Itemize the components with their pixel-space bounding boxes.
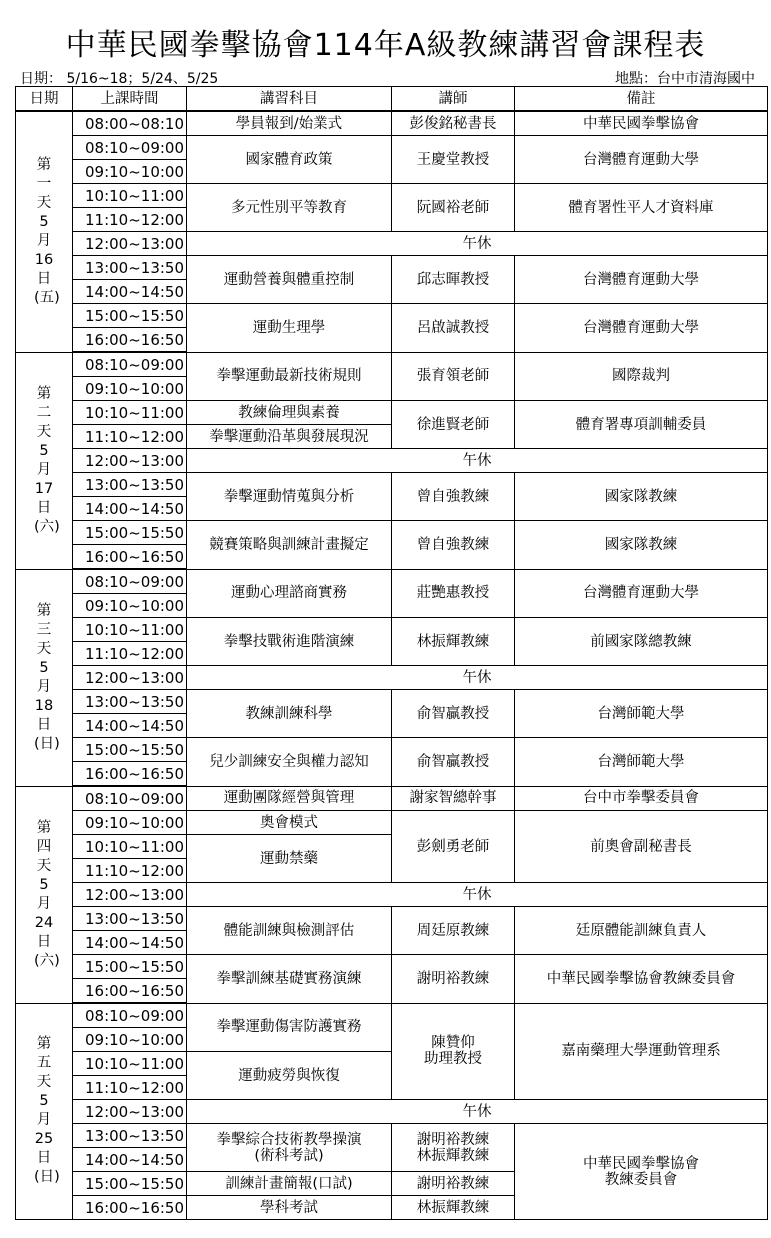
note: 前奧會副秘書長 bbox=[515, 811, 768, 883]
subject: 學員報到/始業式 bbox=[187, 111, 392, 136]
table-row bbox=[16, 111, 768, 136]
time-slot: 14:00~14:50 bbox=[73, 714, 187, 738]
subject: 學科考試 bbox=[187, 1196, 392, 1220]
note: 台灣體育運動大學 bbox=[515, 569, 768, 618]
time-slot: 15:00~15:50 bbox=[73, 521, 187, 545]
subject: 兒少訓練安全與權力認知 bbox=[187, 738, 392, 787]
time-slot: 08:10~09:00 bbox=[73, 352, 187, 377]
time-slot: 15:00~15:50 bbox=[73, 1172, 187, 1196]
subject: 拳擊運動沿革與發展現況 bbox=[187, 425, 392, 449]
note: 體育署性平人才資料庫 bbox=[515, 184, 768, 232]
lecturer: 邱志暉教授 bbox=[392, 256, 515, 304]
header-lecturer: 講師 bbox=[392, 87, 515, 112]
subject: 競賽策略與訓練計畫擬定 bbox=[187, 521, 392, 570]
subject: 運動禁藥 bbox=[187, 835, 392, 883]
lunch-break: 午休 bbox=[187, 883, 768, 907]
table-row bbox=[16, 569, 768, 594]
time-slot: 09:10~10:00 bbox=[73, 377, 187, 401]
time-slot: 15:00~15:50 bbox=[73, 955, 187, 979]
lecturer: 俞智贏教授 bbox=[392, 738, 515, 787]
date-range: 日期： 5/16~18；5/24、5/25 bbox=[20, 71, 219, 87]
note: 國際裁判 bbox=[515, 352, 768, 401]
lecturer: 彭俊銘秘書長 bbox=[392, 111, 515, 136]
note: 台灣體育運動大學 bbox=[515, 256, 768, 304]
time-slot: 10:10~11:00 bbox=[73, 1052, 187, 1076]
lecturer: 林振輝教練 bbox=[392, 618, 515, 666]
lecturer: 俞智贏教授 bbox=[392, 690, 515, 738]
table-row bbox=[16, 738, 768, 762]
subject: 教練倫理與素養 bbox=[187, 401, 392, 425]
note: 台灣體育運動大學 bbox=[515, 136, 768, 184]
time-slot: 10:10~11:00 bbox=[73, 401, 187, 425]
subject: 體能訓練與檢測評估 bbox=[187, 907, 392, 955]
time-slot: 12:00~13:00 bbox=[73, 666, 187, 690]
lecturer: 周廷原教練 bbox=[392, 907, 515, 955]
time-slot: 16:00~16:50 bbox=[73, 328, 187, 353]
page-title: 中華民國拳擊協會114年A級教練講習會課程表 bbox=[65, 28, 706, 63]
table-row bbox=[16, 352, 768, 377]
lecturer bbox=[392, 1124, 515, 1172]
lunch-break: 午休 bbox=[187, 666, 768, 690]
subject: 教練訓練科學 bbox=[187, 690, 392, 738]
time-slot: 09:10~10:00 bbox=[73, 811, 187, 835]
header-subject: 講習科目 bbox=[187, 87, 392, 112]
table-row bbox=[16, 1100, 768, 1124]
time-slot: 11:10~12:00 bbox=[73, 1076, 187, 1100]
lecturer-name: 林振輝教練 bbox=[416, 1147, 490, 1164]
lunch-break: 午休 bbox=[187, 1100, 768, 1124]
time-slot: 14:00~14:50 bbox=[73, 280, 187, 304]
subject: 奧會模式 bbox=[187, 811, 392, 835]
time-slot: 11:10~12:00 bbox=[73, 208, 187, 232]
table-row bbox=[16, 666, 768, 690]
course-schedule-table bbox=[15, 86, 768, 1220]
lecturer: 彭劍勇老師 bbox=[392, 811, 515, 883]
time-slot: 14:00~14:50 bbox=[73, 931, 187, 955]
time-slot: 11:10~12:00 bbox=[73, 425, 187, 449]
lecturer-name: 謝明裕教練 bbox=[416, 1131, 490, 1148]
lecturer: 謝明裕教練 bbox=[392, 1172, 515, 1196]
lunch-break: 午休 bbox=[187, 449, 768, 473]
time-slot: 11:10~12:00 bbox=[73, 642, 187, 666]
header-time: 上課時間 bbox=[73, 87, 187, 112]
time-slot: 12:00~13:00 bbox=[73, 883, 187, 907]
time-slot: 16:00~16:50 bbox=[73, 545, 187, 570]
lecturer bbox=[392, 1003, 515, 1100]
lecturer: 張育領老師 bbox=[392, 352, 515, 401]
time-slot: 14:00~14:50 bbox=[73, 497, 187, 521]
table-row bbox=[16, 1124, 768, 1148]
time-slot: 10:10~11:00 bbox=[73, 835, 187, 859]
subject: 多元性別平等教育 bbox=[187, 184, 392, 232]
time-slot: 16:00~16:50 bbox=[73, 979, 187, 1004]
time-slot: 14:00~14:50 bbox=[73, 1148, 187, 1172]
table-row bbox=[16, 883, 768, 907]
note: 台灣師範大學 bbox=[515, 690, 768, 738]
note: 台中市拳擊委員會 bbox=[515, 786, 768, 811]
note: 前國家隊總教練 bbox=[515, 618, 768, 666]
subject: 訓練計畫簡報(口試) bbox=[187, 1172, 392, 1196]
table-row bbox=[16, 473, 768, 497]
lecturer: 徐進賢老師 bbox=[392, 401, 515, 449]
time-slot: 08:10~09:00 bbox=[73, 569, 187, 594]
time-slot: 11:10~12:00 bbox=[73, 859, 187, 883]
time-slot: 16:00~16:50 bbox=[73, 1196, 187, 1220]
note: 中華民國拳擊協會教練委員會 bbox=[515, 955, 768, 1004]
table-row bbox=[16, 401, 768, 425]
note-line: 中華民國拳擊協會 bbox=[583, 1155, 699, 1172]
location: 地點：台中市清海國中 bbox=[615, 71, 755, 87]
time-slot: 13:00~13:50 bbox=[73, 690, 187, 714]
time-slot: 08:10~09:00 bbox=[73, 1003, 187, 1028]
subject: 運動疲勞與恢復 bbox=[187, 1052, 392, 1100]
subject bbox=[187, 1124, 392, 1172]
table-row bbox=[16, 256, 768, 280]
time-slot: 13:00~13:50 bbox=[73, 907, 187, 931]
table-row bbox=[16, 1003, 768, 1028]
time-slot: 12:00~13:00 bbox=[73, 232, 187, 256]
note: 台灣體育運動大學 bbox=[515, 304, 768, 353]
time-slot: 15:00~15:50 bbox=[73, 738, 187, 762]
time-slot: 12:00~13:00 bbox=[73, 449, 187, 473]
day-4-label: 第四天5月24日(六) bbox=[16, 786, 73, 1003]
lecturer: 曾自強教練 bbox=[392, 521, 515, 570]
note: 國家隊教練 bbox=[515, 521, 768, 570]
header-note: 備註 bbox=[515, 87, 768, 112]
table-row bbox=[16, 232, 768, 256]
lecturer: 林振輝教練 bbox=[392, 1196, 515, 1220]
lecturer: 呂啟誠教授 bbox=[392, 304, 515, 353]
table-row bbox=[16, 136, 768, 160]
note: 中華民國拳擊協會 bbox=[515, 111, 768, 136]
table-row bbox=[16, 811, 768, 835]
time-slot: 13:00~13:50 bbox=[73, 1124, 187, 1148]
subject: 拳擊技戰術進階演練 bbox=[187, 618, 392, 666]
table-row bbox=[16, 907, 768, 931]
time-slot: 08:00~08:10 bbox=[73, 111, 187, 136]
note: 嘉南藥理大學運動管理系 bbox=[515, 1003, 768, 1100]
subject-line: 拳擊綜合技術教學操演 bbox=[216, 1131, 362, 1148]
time-slot: 13:00~13:50 bbox=[73, 473, 187, 497]
lecturer: 阮國裕老師 bbox=[392, 184, 515, 232]
subject: 運動心理諮商實務 bbox=[187, 569, 392, 618]
lecturer-name: 陳贊仰 bbox=[431, 1035, 475, 1052]
note: 國家隊教練 bbox=[515, 473, 768, 521]
header-row bbox=[16, 87, 768, 112]
subject: 拳擊運動情蒐與分析 bbox=[187, 473, 392, 521]
lunch-break: 午休 bbox=[187, 232, 768, 256]
note: 台灣師範大學 bbox=[515, 738, 768, 787]
time-slot: 09:10~10:00 bbox=[73, 594, 187, 618]
day-2-label: 第二天5月17日(六) bbox=[16, 352, 73, 569]
subject: 運動生理學 bbox=[187, 304, 392, 353]
day-5-label: 第五天5月25日(日) bbox=[16, 1003, 73, 1220]
note bbox=[515, 1124, 768, 1220]
time-slot: 16:00~16:50 bbox=[73, 762, 187, 787]
time-slot: 09:10~10:00 bbox=[73, 160, 187, 184]
day-1-label: 第一天5月16日(五) bbox=[16, 111, 73, 352]
lecturer: 謝明裕教練 bbox=[392, 955, 515, 1004]
note: 廷原體能訓練負責人 bbox=[515, 907, 768, 955]
time-slot: 08:10~09:00 bbox=[73, 786, 187, 811]
time-slot: 13:00~13:50 bbox=[73, 256, 187, 280]
subject: 拳擊運動傷害防護實務 bbox=[187, 1003, 392, 1052]
time-slot: 08:10~09:00 bbox=[73, 136, 187, 160]
time-slot: 12:00~13:00 bbox=[73, 1100, 187, 1124]
subject: 運動團隊經營與管理 bbox=[187, 786, 392, 811]
table-row bbox=[16, 449, 768, 473]
subject: 運動營養與體重控制 bbox=[187, 256, 392, 304]
lecturer: 莊艷惠教授 bbox=[392, 569, 515, 618]
table-row bbox=[16, 690, 768, 714]
subject: 拳擊訓練基礎實務演練 bbox=[187, 955, 392, 1004]
time-slot: 10:10~11:00 bbox=[73, 184, 187, 208]
note-line: 教練委員會 bbox=[604, 1171, 678, 1188]
table-row bbox=[16, 304, 768, 328]
subject: 拳擊運動最新技術規則 bbox=[187, 352, 392, 401]
lecturer: 曾自強教練 bbox=[392, 473, 515, 521]
lecturer: 謝家智總幹事 bbox=[392, 786, 515, 811]
lecturer: 王慶堂教授 bbox=[392, 136, 515, 184]
table-row bbox=[16, 184, 768, 208]
table-row bbox=[16, 955, 768, 979]
table-row bbox=[16, 618, 768, 642]
table-row bbox=[16, 521, 768, 545]
time-slot: 10:10~11:00 bbox=[73, 618, 187, 642]
time-slot: 09:10~10:00 bbox=[73, 1028, 187, 1052]
header-date: 日期 bbox=[16, 87, 73, 112]
time-slot: 15:00~15:50 bbox=[73, 304, 187, 328]
lecturer-title: 助理教授 bbox=[424, 1051, 482, 1068]
table-row bbox=[16, 786, 768, 811]
subject-line: (術科考試) bbox=[254, 1147, 324, 1164]
subject: 國家體育政策 bbox=[187, 136, 392, 184]
day-3-label: 第三天5月18日(日) bbox=[16, 569, 73, 786]
note: 體育署專項訓輔委員 bbox=[515, 401, 768, 449]
